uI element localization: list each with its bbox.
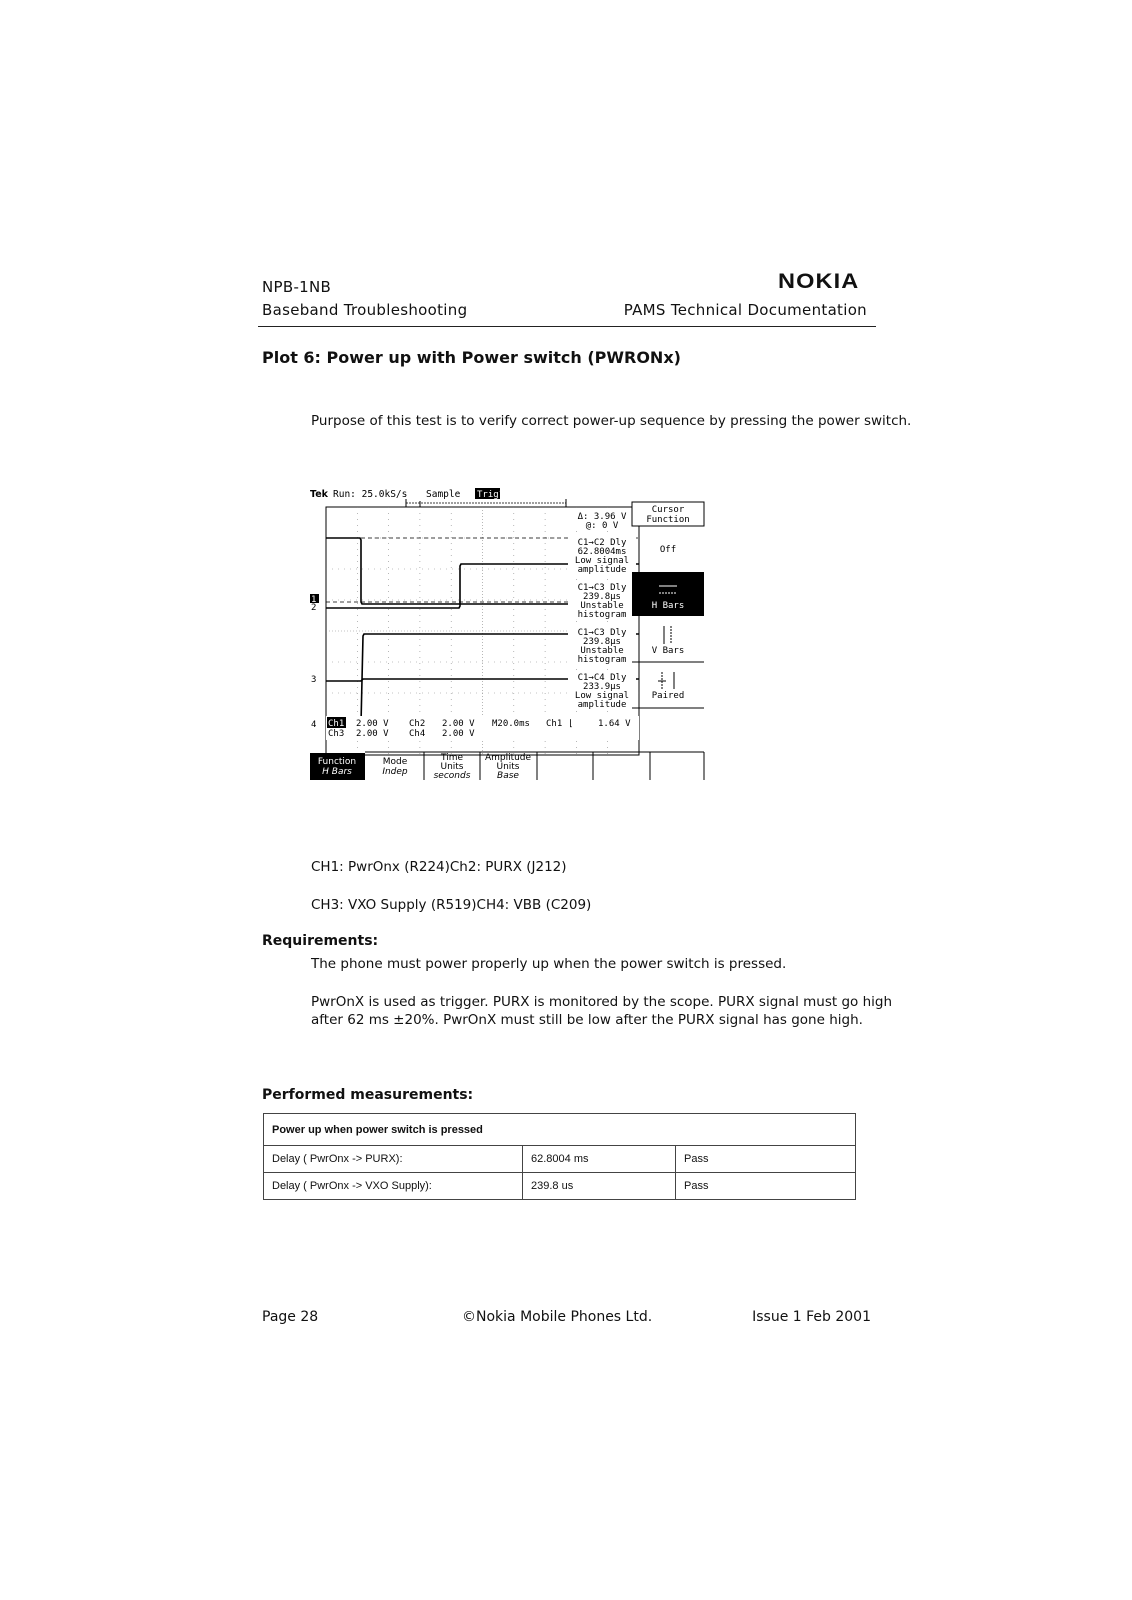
section-title: Baseband Troubleshooting (262, 301, 468, 319)
row-label: Delay ( PwrOnx -> VXO Supply): (264, 1173, 523, 1200)
bottom-menu-time-units: Units (440, 762, 464, 772)
side-menu-title-line2: Function (646, 515, 690, 525)
bottom-menu-function[interactable]: Function (317, 757, 357, 767)
ch3-marker: 3 (311, 675, 317, 685)
oscilloscope-capture (310, 486, 720, 798)
scope-acq-mode: Sample (426, 489, 461, 500)
performed-heading: Performed measurements: (262, 1087, 474, 1103)
copyright: ©Nokia Mobile Phones Ltd. (462, 1309, 653, 1325)
side-menu-off[interactable]: Off (659, 545, 677, 555)
readout-1-line1: C1→C2 Dly (577, 538, 627, 548)
bottom-menu-amplitude-units: Units (496, 762, 520, 772)
side-menu-hbars[interactable]: H Bars (651, 601, 685, 611)
requirements-para-2-line-1: PwrOnX is used as trigger. PURX is monitored by the scope. PURX signal must go high (311, 994, 893, 1010)
row-label: Delay ( PwrOnx -> PURX): (264, 1146, 523, 1173)
bottom-menu-function-value: H Bars (322, 767, 352, 777)
readout-2-line2: 239.8μs (583, 592, 621, 602)
setting-timebase: M20.0ms (492, 719, 530, 729)
readout-3-line3: Unstable (580, 646, 624, 656)
trig-status: Trig? (477, 490, 505, 500)
row-value: 239.8 us (523, 1173, 676, 1200)
readout-4-line4: amplitude (577, 700, 627, 710)
nokia-logo: NOKIA (778, 270, 860, 293)
issue-date: Issue 1 Feb 2001 (752, 1309, 871, 1325)
readout-1-line3: Low signal (574, 556, 630, 566)
bottom-menu-time-value: seconds (433, 771, 471, 781)
setting-trig-level: 1.64 V (598, 719, 631, 729)
channel-desc-2: CH3: VXO Supply (R519)CH4: VBB (C209) (311, 897, 592, 913)
trigger-slope-icon: ⌊ (568, 719, 574, 729)
page-number: Page 28 (262, 1309, 319, 1325)
setting-ch1-volts: 2.00 V (356, 719, 389, 729)
side-menu-vbars[interactable]: V Bars (651, 646, 685, 656)
series-title: PAMS Technical Documentation (623, 301, 867, 319)
scope-brand: Tek (310, 489, 328, 500)
measurement-readouts (568, 510, 636, 710)
readout-3-line1: C1→C3 Dly (577, 628, 627, 638)
bottom-menu-amplitude-value: Base (497, 771, 519, 781)
readout-4-line1: C1→C4 Dly (577, 673, 627, 683)
setting-ch2-volts: 2.00 V (442, 719, 475, 729)
table-row (264, 1173, 856, 1200)
header-rule (258, 326, 876, 327)
setting-trig-source: Ch1 (546, 719, 563, 729)
doc-id: NPB-1NB (262, 278, 332, 296)
row-result: Pass (676, 1173, 856, 1200)
readout-4-line2: 233.9μs (583, 682, 621, 692)
bottom-menu-mode-value: Indep (382, 767, 408, 777)
readout-0-line2: @: 0 V (585, 521, 619, 531)
bottom-menu-amplitude[interactable]: Amplitude (484, 753, 532, 763)
readout-0-line1: Δ: 3.96 V (577, 512, 627, 522)
table-row (264, 1146, 856, 1173)
readout-3-line2: 239.8μs (583, 637, 621, 647)
setting-ch4-volts: 2.00 V (442, 729, 475, 739)
side-menu-paired[interactable]: Paired (651, 691, 685, 701)
readout-4-line3: Low signal (574, 691, 630, 701)
ch2-marker: 2 (311, 603, 317, 613)
channel-desc-1: CH1: PwrOnx (R224)Ch2: PURX (J212) (311, 859, 567, 875)
table-header-row (264, 1114, 856, 1146)
page-title: Plot 6: Power up with Power switch (PWRONx) (262, 348, 681, 367)
setting-ch3: Ch3 (328, 729, 345, 739)
measurement-table (263, 1113, 856, 1200)
purpose-text: Purpose of this test is to verify correct power-up sequence by pressing the power switch. (311, 413, 912, 429)
setting-ch2: Ch2 (409, 719, 426, 729)
readout-3-line4: histogram (577, 655, 627, 665)
row-value: 62.8004 ms (523, 1146, 676, 1173)
requirements-para-2-line-2: after 62 ms ±20%. PwrOnX must still be low after the PURX signal has gone high. (311, 1012, 863, 1028)
bottom-menu-time[interactable]: Time (440, 753, 464, 763)
row-result: Pass (676, 1146, 856, 1173)
table-title: Power up when power switch is pressed (264, 1114, 856, 1146)
requirements-para-1: The phone must power properly up when the power switch is pressed. (311, 956, 787, 972)
readout-1-line4: amplitude (577, 565, 627, 575)
ch1-marker: 1 (311, 595, 317, 605)
side-menu-title-line1: Cursor (651, 505, 685, 515)
readout-1-line2: 62.8004ms (577, 547, 627, 557)
setting-ch1: Ch1 (328, 719, 345, 729)
setting-ch4: Ch4 (409, 729, 426, 739)
requirements-heading: Requirements: (262, 933, 379, 949)
readout-2-line4: histogram (577, 610, 627, 620)
readout-2-line1: C1→C3 Dly (577, 583, 627, 593)
readout-2-line3: Unstable (580, 601, 624, 611)
setting-ch3-volts: 2.00 V (356, 729, 389, 739)
ch4-marker: 4 (311, 720, 317, 730)
scope-run-rate: Run: 25.0kS/s (333, 489, 408, 500)
bottom-menu-mode[interactable]: Mode (382, 757, 408, 767)
